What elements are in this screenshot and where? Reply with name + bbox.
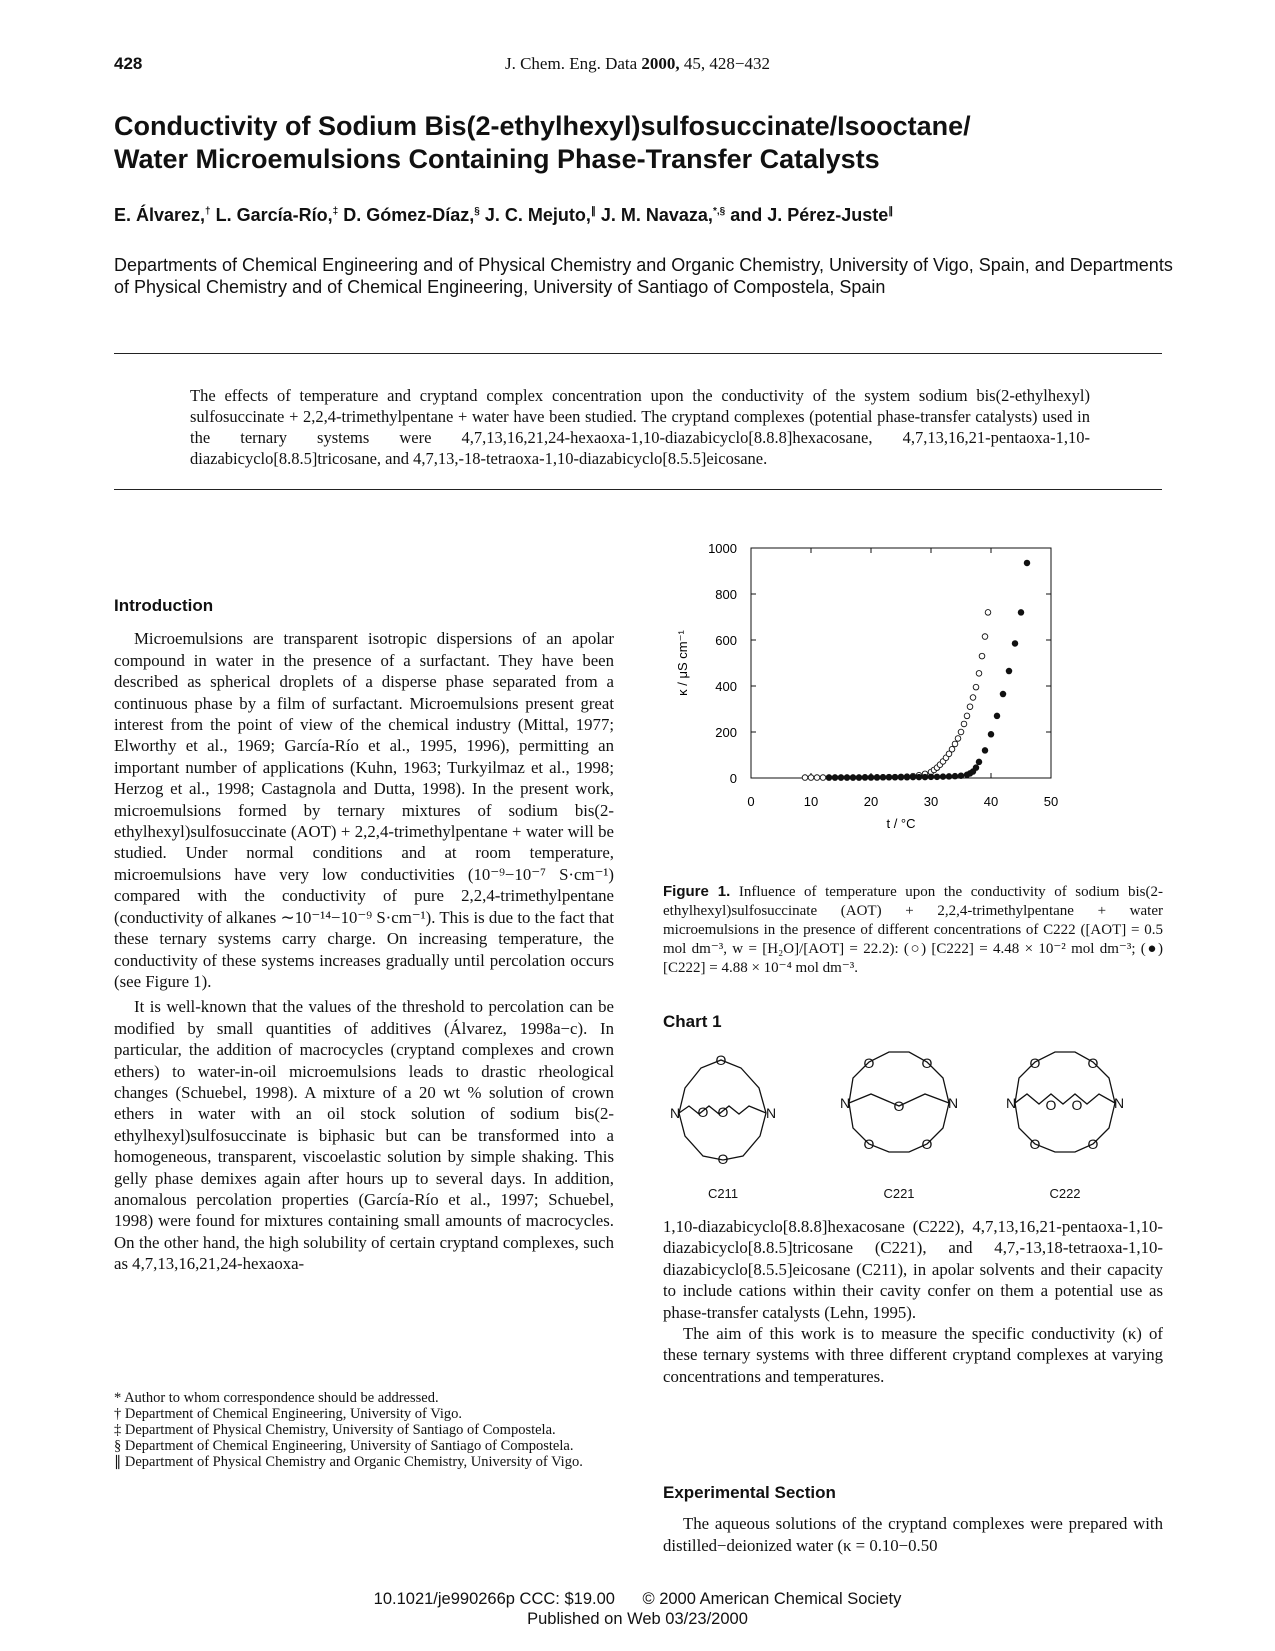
plot-frame — [751, 548, 1051, 778]
x-tick-label: 0 — [747, 794, 755, 809]
data-point-filled — [916, 774, 922, 780]
data-point-filled — [832, 775, 838, 781]
data-point-filled — [1018, 610, 1024, 616]
y-tick-label: 600 — [715, 633, 737, 648]
x-tick-label: 50 — [1043, 794, 1059, 809]
data-point-filled — [868, 775, 874, 781]
data-point-filled — [958, 773, 964, 779]
oxygen-atom: O — [1071, 1097, 1083, 1113]
figure-1-chart — [663, 530, 1163, 880]
journal-year: 2000, — [641, 54, 680, 73]
y-tick-label: 800 — [715, 587, 737, 602]
data-point-open — [820, 775, 826, 781]
oxygen-atom: O — [1087, 1055, 1099, 1071]
data-point-filled — [922, 774, 928, 780]
data-point-filled — [994, 713, 1000, 719]
data-point-filled — [844, 775, 850, 781]
data-point-open — [982, 634, 988, 640]
figure-1-caption — [663, 882, 1163, 978]
data-point-filled — [1000, 691, 1006, 697]
y-tick-label: 1000 — [708, 541, 737, 556]
author: and J. Pérez-Juste∥ — [730, 205, 894, 225]
data-point-open — [964, 713, 970, 719]
experimental-paragraph: The aqueous solutions of the cryptand complexes were prepared with distilled−deionized water (κ = 0.10−0.50 — [663, 1514, 1163, 1555]
oxygen-atom: O — [1029, 1136, 1041, 1152]
footnote: † Department of Chemical Engineering, University of Vigo. — [114, 1406, 462, 1422]
data-point-open — [967, 704, 973, 710]
oxygen-atom: O — [715, 1052, 727, 1068]
affiliation: Departments of Chemical Engineering and of Physical Chemistry and Organic Chemistry, University of Vigo, Spain, and Departments of Physical Chemistry and of Chemical Engineering, University of Santiago of Compostela, Spain — [114, 255, 1173, 297]
figure-label: Figure 1. — [663, 883, 731, 900]
nitrogen-atom: N — [947, 1095, 959, 1111]
data-point-open — [958, 729, 964, 735]
data-point-open — [961, 721, 967, 727]
x-tick-label: 20 — [863, 794, 879, 809]
figure-caption-text: Influence of temperature upon the conductivity of sodium bis(2-ethylhexyl)sulfosuccinate (AOT) + 2,2,4-trimethylpentane + water microemulsions in the presence of different concentrations of C222 ([AOT] = 0.5 mol dm⁻³, w = [H₂O]/[AOT] = 22.2): (○) [C222] = 4.48 × 10⁻² mol dm⁻³; (●) [C222] = 4.88 × 10⁻⁴ mol dm⁻³. — [663, 884, 1163, 976]
copyright: © 2000 American Chemical Society — [642, 1590, 902, 1608]
doi-cost: 10.1021/je990266p CCC: $19.00 — [373, 1590, 615, 1608]
journal-citation — [0, 54, 1275, 74]
oxygen-atom: O — [921, 1055, 933, 1071]
author: E. Álvarez,† — [114, 205, 211, 225]
author: D. Gómez-Díaz,§ — [343, 205, 480, 225]
x-tick-label: 10 — [803, 794, 819, 809]
experimental-heading: Experimental Section — [663, 1483, 836, 1502]
page-number: 428 — [114, 54, 143, 73]
footnotes — [114, 1390, 614, 1470]
data-point-open — [970, 695, 976, 701]
data-point-filled — [928, 774, 934, 780]
data-point-open — [949, 746, 955, 752]
intro-paragraph-1: Microemulsions are transparent isotropic dispersions of an apolar compound in water in the presence of a surfactant. They have been described as spherical droplets of a disperse phase separated from a continuous phase by a film of surfactant. Microemulsions present great interest from the point of view of the chemical industry (Mittal, 1977; Elworthy et al., 1969; García-Río et al., 1995, 1996), permitting an important number of applications (Kuhn, 1963; Turkyilmaz et al., 1998; Herzog et al., 1998; Castagnola and Dutta, 1998). In the present work, microemulsions formed by ternary mixtures of sodium bis(2-ethylhexyl)sulfosuccinate (AOT) + 2,2,4-trimethylpentane + water will be studied. Under normal conditions and at room temperature, microemulsions have very low conductivities (10⁻⁹−10⁻⁷ S·cm⁻¹) compared with the conductivity of pure 2,2,4-trimethylpentane (conductivity of alkanes ∼10⁻¹⁴−10⁻⁹ S·cm⁻¹). This is due to the fact that these ternary systems carry charge. On increasing temperature, the conductivity of these systems increases gradually until percolation occurs (see Figure 1). — [114, 629, 614, 991]
data-point-filled — [856, 775, 862, 781]
data-point-filled — [886, 775, 892, 781]
oxygen-atom: O — [1029, 1055, 1041, 1071]
published-date: Published on Web 03/23/2000 — [527, 1610, 748, 1628]
abstract-bottom-rule — [114, 489, 1162, 490]
data-point-filled — [973, 765, 979, 771]
article-title — [114, 110, 1174, 176]
footnote: § Department of Chemical Engineering, University of Santiago of Compostela. — [114, 1438, 574, 1454]
right-column-text — [663, 1216, 1163, 1387]
data-point-filled — [1006, 668, 1012, 674]
abstract-top-rule — [114, 353, 1162, 354]
right-paragraph-2: The aim of this work is to measure the specific conductivity (κ) of these ternary systems with three different cryptand complexes at varying concentrations and temperatures. — [663, 1324, 1163, 1386]
data-point-filled — [1012, 641, 1018, 647]
intro-paragraph-2: It is well-known that the values of the threshold to percolation can be modified by small quantities of additives (Álvarez, 1998a−c). In particular, the addition of macrocycles (cryptand complexes and crown ethers) to water-in-oil microemulsions leads to drastic rheological changes (Schuebel, 1998). A mixture of a 20 wt % solution of crown ethers in water with an oil stock solution of sodium bis(2-ethylhexyl)sulfosuccinate is biphasic but can be transformed into a homogeneous, transparent, viscoelastic solution by simple shaking. This gelly phase demixes again after hours up to several days. In addition, anomalous percolation properties (García-Río et al., 1997; Schuebel, 1998) were found for mixtures containing small amounts of macrocycles. On the other hand, the high solubility of certain cryptand complexes, such as 4,7,13,16,21,24-hexaoxa- — [114, 997, 614, 1274]
oxygen-atom: O — [1045, 1097, 1057, 1113]
data-point-open — [802, 775, 808, 781]
data-point-open — [814, 775, 820, 781]
nitrogen-atom: N — [1113, 1095, 1125, 1111]
x-tick-label: 30 — [923, 794, 939, 809]
chart-1-heading: Chart 1 — [663, 1012, 722, 1031]
title-line-2: Water Microemulsions Containing Phase-Transfer Catalysts — [114, 144, 880, 174]
data-point-open — [973, 684, 979, 690]
data-point-filled — [850, 775, 856, 781]
experimental-section — [663, 1482, 1163, 1556]
author: J. C. Mejuto,∥ — [484, 205, 596, 225]
y-tick-label: 0 — [729, 771, 737, 786]
data-point-filled — [874, 775, 880, 781]
data-point-filled — [892, 775, 898, 781]
abstract: The effects of temperature and cryptand complex concentration upon the conductivity of the system sodium bis(2-ethylhexyl) sulfosuccinate + 2,2,4-trimethylpentane + water have been studied. The cryptand complexes (potential phase-transfer catalysts) used in the ternary systems were 4,7,13,16,21,24-hexaoxa-1,10-diazabicyclo[8.8.8]hexacosane, 4,7,13,16,21-pentaoxa-1,10-diazabicyclo[8.8.5]tricosane, and 4,7,13,-18-tetraoxa-1,10-diazabicyclo[8.5.5]eicosane. — [190, 386, 1090, 468]
left-column — [114, 595, 614, 1275]
data-point-filled — [826, 775, 832, 781]
data-point-open — [979, 653, 985, 659]
x-tick-label: 40 — [983, 794, 999, 809]
data-point-open — [955, 736, 961, 742]
cryptand-structures — [663, 1038, 1163, 1203]
journal-name: J. Chem. Eng. Data — [504, 54, 638, 73]
data-point-open — [952, 741, 958, 747]
data-point-filled — [946, 774, 952, 780]
footnote: ∥ Department of Physical Chemistry and Organic Chemistry, University of Vigo. — [114, 1454, 583, 1470]
footer-doi-copyright — [0, 1590, 1275, 1609]
data-point-filled — [1024, 560, 1030, 566]
footnote: ‡ Department of Physical Chemistry, University of Santiago of Compostela. — [114, 1422, 556, 1438]
c222-middle-bridge — [1015, 1094, 1115, 1104]
oxygen-atom: O — [717, 1104, 729, 1120]
title-line-1: Conductivity of Sodium Bis(2-ethylhexyl)sulfosuccinate/Isooctane/ — [114, 111, 971, 141]
journal-volume-pages: 45, 428−432 — [683, 54, 771, 73]
data-point-filled — [880, 775, 886, 781]
data-point-open — [976, 671, 982, 677]
structure-label-c221: C221 — [883, 1186, 915, 1201]
data-point-filled — [982, 748, 988, 754]
author: J. M. Navaza,*,§ — [600, 205, 726, 225]
oxygen-atom: O — [863, 1055, 875, 1071]
nitrogen-atom: N — [669, 1105, 681, 1121]
data-point-filled — [904, 775, 910, 781]
nitrogen-atom: N — [839, 1095, 851, 1111]
x-axis-label: t / °C — [886, 816, 916, 831]
nitrogen-atom: N — [765, 1105, 777, 1121]
author-list — [114, 205, 1174, 226]
data-point-filled — [976, 759, 982, 765]
oxygen-atom: O — [893, 1098, 905, 1114]
author: L. García-Río,‡ — [215, 205, 339, 225]
right-paragraph-1: 1,10-diazabicyclo[8.8.8]hexacosane (C222), 4,7,13,16,21-pentaoxa-1,10-diazabicyclo[8.8.5]tricosane (C221), and 4,7,-13,18-tetraoxa-1,10-diazabicyclo[8.5.5]eicosane (C211), in apolar solvents and their capacity to include cations within their cavity confer on them a potential use as phase-transfer catalysts (Lehn, 1995). — [663, 1217, 1163, 1322]
data-point-filled — [934, 774, 940, 780]
oxygen-atom: O — [1087, 1136, 1099, 1152]
data-point-filled — [988, 732, 994, 738]
y-axis-label: κ / μS cm⁻¹ — [675, 630, 690, 696]
structure-label-c211: C211 — [707, 1186, 739, 1201]
data-point-filled — [910, 774, 916, 780]
oxygen-atom: O — [697, 1104, 709, 1120]
data-point-open — [985, 610, 991, 616]
oxygen-atom: O — [717, 1151, 729, 1167]
nitrogen-atom: N — [1005, 1095, 1017, 1111]
data-point-filled — [952, 773, 958, 779]
oxygen-atom: O — [863, 1136, 875, 1152]
introduction-heading: Introduction — [114, 596, 214, 615]
data-point-open — [808, 775, 814, 781]
data-point-filled — [862, 775, 868, 781]
data-point-filled — [838, 775, 844, 781]
footnote: * Author to whom correspondence should be addressed. — [114, 1390, 439, 1406]
data-point-filled — [940, 774, 946, 780]
data-point-filled — [898, 775, 904, 781]
y-tick-label: 400 — [715, 679, 737, 694]
structure-label-c222: C222 — [1049, 1186, 1081, 1201]
y-tick-label: 200 — [715, 725, 737, 740]
oxygen-atom: O — [921, 1136, 933, 1152]
